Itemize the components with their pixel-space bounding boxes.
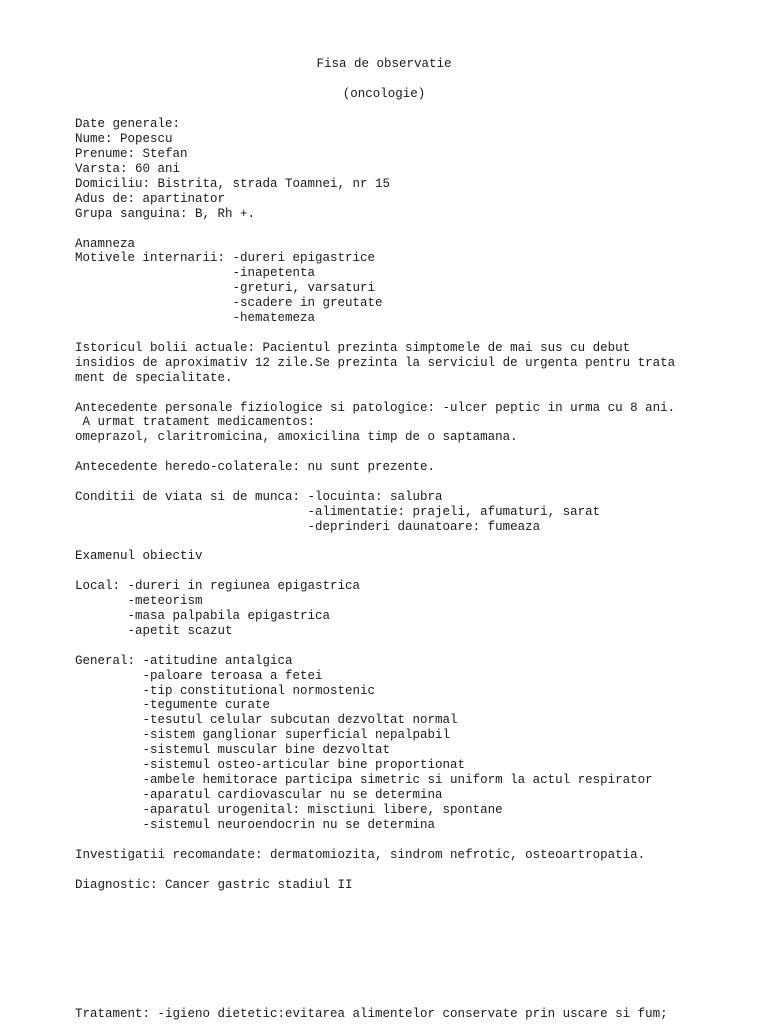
general-exam-line: -sistemul neuroendocrin nu se determina <box>75 818 436 832</box>
disease-history-line: insidios de aproximativ 12 zile.Se prezinta la serviciul de urgenta pentru trata <box>75 356 676 370</box>
patient-first-name: Prenume: Stefan <box>75 147 188 161</box>
document-title: Fisa de observatie <box>316 57 452 71</box>
treatment: Tratament: -igieno dietetic:evitarea alimentelor conservate prin uscare si fum; <box>75 1007 668 1021</box>
living-conditions-line: -deprinderi daunatoare: fumeaza <box>75 520 541 534</box>
general-data-heading: Date generale: <box>75 117 181 131</box>
disease-history-line: Istoricul bolii actuale: Pacientul prezinta simptomele de mai sus cu debut <box>75 341 631 355</box>
admission-reason-line: Motivele internarii: -dureri epigastrice <box>75 251 376 265</box>
diagnosis: Diagnostic: Cancer gastric stadiul II <box>75 878 353 892</box>
general-exam-line: -paloare teroasa a fetei <box>75 669 323 683</box>
personal-history-line: omeprazol, claritromicina, amoxicilina timp de o saptamana. <box>75 430 518 444</box>
general-exam-line: -sistem ganglionar superficial nepalpabil <box>75 728 451 742</box>
disease-history-line: ment de specialitate. <box>75 371 233 385</box>
local-exam-line: -meteorism <box>75 594 203 608</box>
local-exam-line: -masa palpabila epigastrica <box>75 609 331 623</box>
document-subtitle: (oncologie) <box>342 87 426 101</box>
general-exam-line: -tegumente curate <box>75 698 271 712</box>
family-history: Antecedente heredo-colaterale: nu sunt prezente. <box>75 460 436 474</box>
patient-blood-group: Grupa sanguina: B, Rh +. <box>75 207 256 221</box>
general-exam-line: -aparatul urogenital: misctiuni libere, spontane <box>75 803 503 817</box>
personal-history-line: A urmat tratament medicamentos: <box>75 415 316 429</box>
admission-reason-line: -inapetenta <box>75 266 316 280</box>
anamnesis-heading: Anamneza <box>75 237 136 251</box>
general-exam-line: -aparatul cardiovascular nu se determina <box>75 788 443 802</box>
general-exam-line: -tesutul celular subcutan dezvoltat normal <box>75 713 458 727</box>
patient-last-name: Nume: Popescu <box>75 132 173 146</box>
admission-reason-line: -hematemeza <box>75 311 316 325</box>
personal-history-line: Antecedente personale fiziologice si patologice: -ulcer peptic in urma cu 8 ani. <box>75 401 676 415</box>
patient-brought-by: Adus de: apartinator <box>75 192 226 206</box>
admission-reason-line: -greturi, varsaturi <box>75 281 376 295</box>
living-conditions-line: Conditii de viata si de munca: -locuinta: salubra <box>75 490 443 504</box>
general-exam-line: -tip constitutional normostenic <box>75 684 376 698</box>
living-conditions-line: -alimentatie: prajeli, afumaturi, sarat <box>75 505 601 519</box>
patient-address: Domiciliu: Bistrita, strada Toamnei, nr 15 <box>75 177 391 191</box>
local-exam-line: Local: -dureri in regiunea epigastrica <box>75 579 361 593</box>
general-exam-line: -ambele hemitorace participa simetric si uniform la actul respirator <box>75 773 653 787</box>
recommended-investigations: Investigatii recomandate: dermatomiozita, sindrom nefrotic, osteoartropatia. <box>75 848 646 862</box>
admission-reason-line: -scadere in greutate <box>75 296 383 310</box>
objective-exam-heading: Examenul obiectiv <box>75 549 203 563</box>
general-exam-line: -sistemul muscular bine dezvoltat <box>75 743 391 757</box>
general-exam-line: -sistemul osteo-articular bine proportionat <box>75 758 466 772</box>
local-exam-line: -apetit scazut <box>75 624 233 638</box>
general-exam-line: General: -atitudine antalgica <box>75 654 293 668</box>
patient-age: Varsta: 60 ani <box>75 162 181 176</box>
